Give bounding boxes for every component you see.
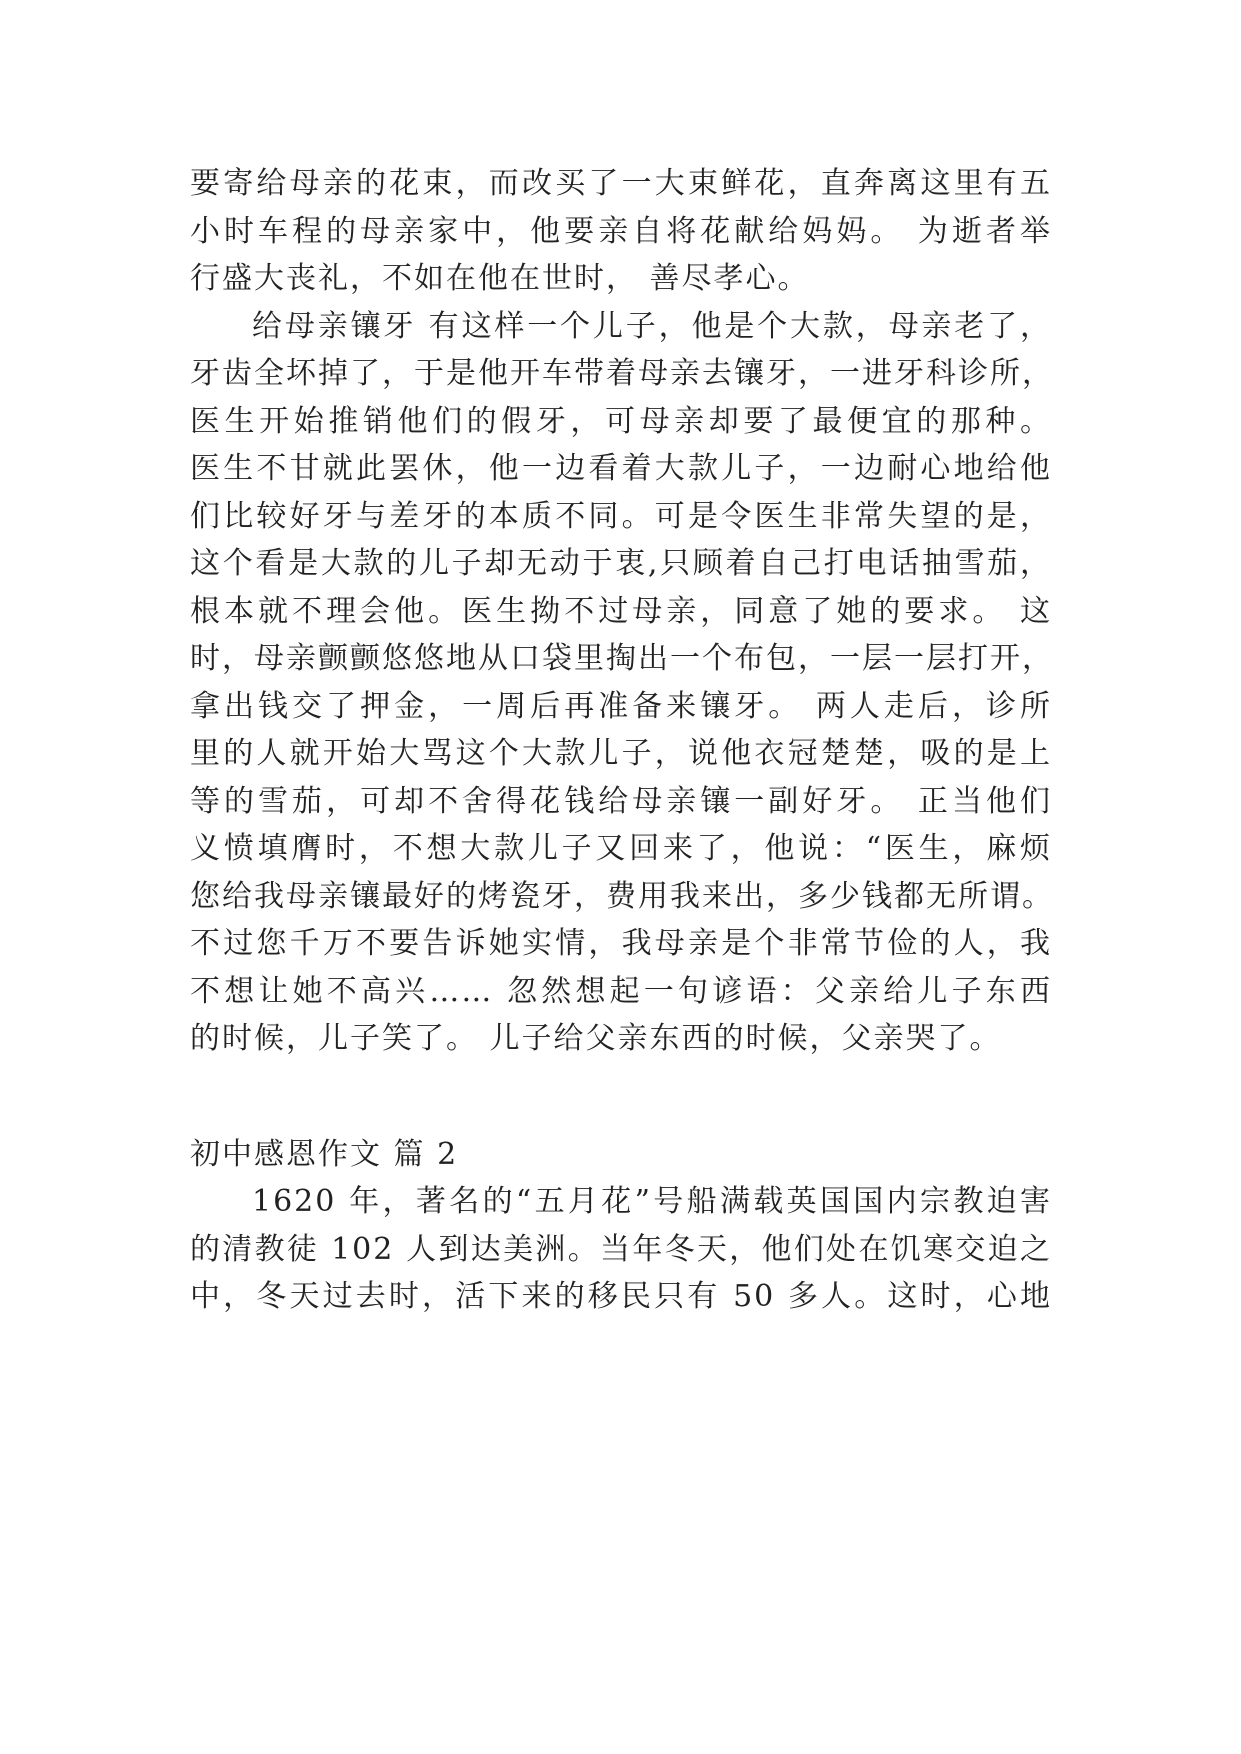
text-line: 医生开始推销他们的假牙，可母亲却要了最便宜的那种。 (190, 403, 1052, 439)
paragraph-3 (190, 1178, 1052, 1321)
text-line: 的清教徒 102 人到达美洲。当年冬天，他们处在饥寒交迫之 (190, 1231, 1052, 1267)
paragraph-1 (190, 160, 1052, 303)
text-line: 拿出钱交了押金，一周后再准备来镶牙。 两人走后，诊所 (190, 688, 1052, 724)
text-line: 不过您千万不要告诉她实情，我母亲是个非常节俭的人，我 (190, 926, 1052, 961)
text-line: 行盛大丧礼，不如在他在世时， 善尽孝心。 (190, 261, 810, 296)
document-body (190, 160, 1052, 1321)
text-line: 根本就不理会他。医生拗不过母亲，同意了她的要求。 这 (190, 593, 1052, 629)
text-line: 要寄给母亲的花束，而改买了一大束鲜花，直奔离这里有五 (190, 166, 1052, 201)
text-line: 这个看是大款的儿子却无动于衷,只顾着自己打电话抽雪茄， (190, 546, 1052, 581)
text-line: 时，母亲颤颤悠悠地从口袋里掏出一个布包，一层一层打开， (190, 641, 1054, 676)
text-line: 牙齿全坏掉了，于是他开车带着母亲去镶牙，一进牙科诊所， (190, 356, 1054, 391)
section-spacer (190, 1063, 1052, 1131)
text-line: 等的雪茄，可却不舍得花钱给母亲镶一副好牙。 正当他们 (190, 783, 1052, 819)
text-line: 小时车程的母亲家中，他要亲自将花献给妈妈。 为逝者举 (190, 213, 1052, 249)
text-line: 们比较好牙与差牙的本质不同。可是令医生非常失望的是， (190, 498, 1052, 534)
text-line: 1620 年，著名的“五月花”号船满载英国国内宗教迫害 (252, 1184, 1052, 1219)
text-line: 义愤填膺时，不想大款儿子又回来了，他说：“医生，麻烦 (190, 831, 1052, 866)
text-line: 里的人就开始大骂这个大款儿子，说他衣冠楚楚，吸的是上 (190, 736, 1052, 771)
text-line: 的时候，儿子笑了。 儿子给父亲东西的时候，父亲哭了。 (190, 1021, 1002, 1056)
text-line: 您给我母亲镶最好的烤瓷牙，费用我来出，多少钱都无所谓。 (190, 878, 1054, 914)
section-heading: 初中感恩作文 篇 2 (190, 1136, 459, 1172)
text-line: 医生不甘就此罢休，他一边看着大款儿子，一边耐心地给他 (190, 451, 1052, 486)
paragraph-2 (190, 303, 1052, 1063)
text-line: 给母亲镶牙 有这样一个儿子，他是个大款，母亲老了， (252, 308, 1052, 344)
text-line: 不想让她不高兴…… 忽然想起一句谚语：父亲给儿子东西 (190, 973, 1052, 1009)
text-line: 中，冬天过去时，活下来的移民只有 50 多人。这时，心地 (190, 1279, 1052, 1314)
